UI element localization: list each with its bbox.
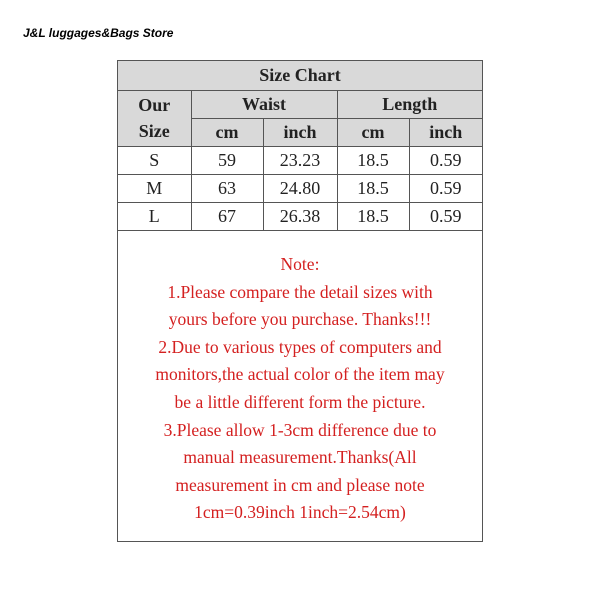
length-cm-cell: 18.5 bbox=[337, 202, 409, 230]
note-section bbox=[118, 251, 482, 527]
note-line: yours before you purchase. Thanks!!! bbox=[168, 309, 432, 330]
header-row-1 bbox=[118, 90, 482, 118]
our-size-header-line2: Size bbox=[138, 121, 170, 141]
length-inch-cell: 0.59 bbox=[409, 174, 482, 202]
waist-header: Waist bbox=[191, 90, 337, 118]
length-inch-cell: 0.59 bbox=[409, 146, 482, 174]
unit-header: cm bbox=[191, 118, 263, 146]
note-line: manual measurement.Thanks(All bbox=[183, 447, 417, 468]
note-line: monitors,the actual color of the item may bbox=[155, 364, 445, 385]
note-line: 1cm=0.39inch 1inch=2.54cm) bbox=[194, 502, 406, 523]
unit-header: cm bbox=[337, 118, 409, 146]
note-title: Note: bbox=[280, 254, 320, 274]
length-inch-cell: 0.59 bbox=[409, 202, 482, 230]
unit-header: inch bbox=[409, 118, 482, 146]
note-line: 1.Please compare the detail sizes with bbox=[167, 281, 433, 302]
waist-cm-cell: 67 bbox=[191, 202, 263, 230]
waist-cm-cell: 63 bbox=[191, 174, 263, 202]
table-title: Size Chart bbox=[118, 61, 482, 90]
waist-inch-cell: 23.23 bbox=[263, 146, 337, 174]
size-table bbox=[118, 61, 482, 231]
size-cell: S bbox=[118, 146, 191, 174]
table-row bbox=[118, 202, 482, 230]
store-name: J&L luggages&Bags Store bbox=[23, 26, 174, 40]
waist-inch-cell: 24.80 bbox=[263, 174, 337, 202]
note-line: be a little different form the picture. bbox=[174, 391, 426, 412]
table-title-row bbox=[118, 61, 482, 90]
waist-cm-cell: 59 bbox=[191, 146, 263, 174]
waist-inch-cell: 26.38 bbox=[263, 202, 337, 230]
our-size-header-line1: Our bbox=[138, 95, 171, 115]
note-line: 3.Please allow 1-3cm difference due to bbox=[163, 419, 437, 440]
size-cell: L bbox=[118, 202, 191, 230]
length-cm-cell: 18.5 bbox=[337, 174, 409, 202]
our-size-header bbox=[118, 90, 191, 146]
note-line: 2.Due to various types of computers and bbox=[158, 336, 442, 357]
size-cell: M bbox=[118, 174, 191, 202]
table-row bbox=[118, 146, 482, 174]
length-header: Length bbox=[337, 90, 482, 118]
table-row bbox=[118, 174, 482, 202]
length-cm-cell: 18.5 bbox=[337, 146, 409, 174]
note-line: measurement in cm and please note bbox=[175, 474, 425, 495]
size-chart bbox=[117, 60, 483, 542]
unit-header: inch bbox=[263, 118, 337, 146]
